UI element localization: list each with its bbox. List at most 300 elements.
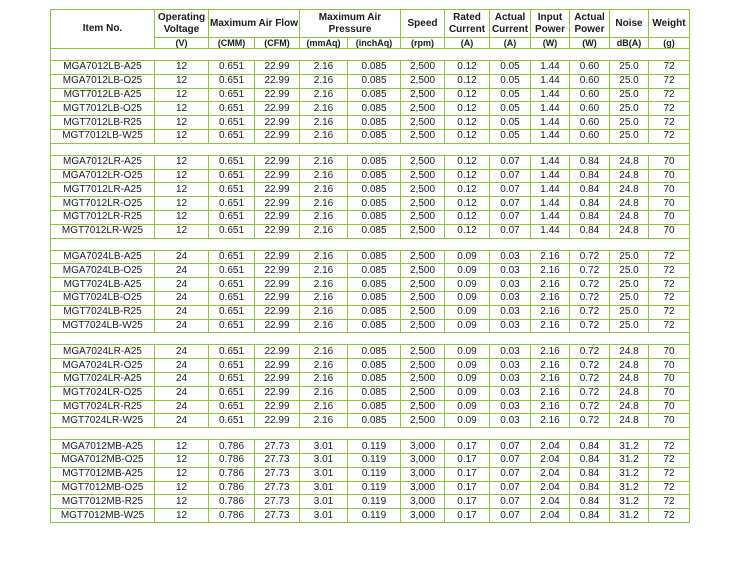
cell-actual-current: 0.05 <box>490 102 531 116</box>
separator-cell <box>209 143 255 155</box>
cell-air-flow-cfm: 27.73 <box>255 495 300 509</box>
cell-item-no: MGT7012LB-R25 <box>51 116 155 130</box>
header-max-air-pressure: Maximum Air Pressure <box>300 10 401 38</box>
separator-cell <box>155 333 209 345</box>
cell-pressure-mmaq: 3.01 <box>300 495 348 509</box>
cell-air-flow-cfm: 22.99 <box>255 250 300 264</box>
cell-speed: 2,500 <box>401 88 445 102</box>
separator-cell <box>490 238 531 250</box>
table-row <box>51 305 690 319</box>
table-row <box>51 414 690 428</box>
cell-air-flow-cmm: 0.651 <box>209 102 255 116</box>
cell-air-flow-cmm: 0.651 <box>209 88 255 102</box>
table-row <box>51 319 690 333</box>
group-separator <box>51 143 690 155</box>
cell-rated-current: 0.17 <box>445 440 490 454</box>
cell-pressure-inchaq: 0.085 <box>348 116 401 130</box>
cell-weight: 72 <box>649 467 690 481</box>
separator-cell <box>51 49 155 61</box>
cell-rated-current: 0.09 <box>445 305 490 319</box>
cell-item-no: MGT7024LB-A25 <box>51 278 155 292</box>
cell-rated-current: 0.09 <box>445 291 490 305</box>
table-row <box>51 61 690 75</box>
cell-rated-current: 0.09 <box>445 414 490 428</box>
cell-air-flow-cfm: 27.73 <box>255 509 300 523</box>
cell-actual-power: 0.72 <box>570 345 610 359</box>
header-actual-current: Actual Current <box>490 10 531 38</box>
cell-pressure-mmaq: 3.01 <box>300 481 348 495</box>
separator-cell <box>610 49 649 61</box>
separator-cell <box>209 333 255 345</box>
cell-speed: 3,000 <box>401 495 445 509</box>
cell-noise: 24.8 <box>610 155 649 169</box>
cell-actual-power: 0.72 <box>570 386 610 400</box>
cell-actual-current: 0.07 <box>490 440 531 454</box>
cell-actual-current: 0.05 <box>490 74 531 88</box>
cell-pressure-inchaq: 0.085 <box>348 129 401 143</box>
cell-pressure-mmaq: 2.16 <box>300 278 348 292</box>
cell-voltage: 12 <box>155 169 209 183</box>
separator-cell <box>649 49 690 61</box>
cell-actual-current: 0.03 <box>490 305 531 319</box>
cell-speed: 2,500 <box>401 345 445 359</box>
cell-noise: 25.0 <box>610 61 649 75</box>
cell-input-power: 2.16 <box>531 291 570 305</box>
cell-air-flow-cmm: 0.651 <box>209 345 255 359</box>
cell-rated-current: 0.12 <box>445 210 490 224</box>
table-row <box>51 481 690 495</box>
cell-speed: 2,500 <box>401 305 445 319</box>
cell-weight: 70 <box>649 372 690 386</box>
cell-rated-current: 0.09 <box>445 372 490 386</box>
cell-item-no: MGA7012LB-A25 <box>51 61 155 75</box>
separator-cell <box>255 333 300 345</box>
cell-actual-power: 0.84 <box>570 197 610 211</box>
cell-noise: 25.0 <box>610 88 649 102</box>
cell-rated-current: 0.17 <box>445 509 490 523</box>
unit-inchaq: (inchAq) <box>348 38 401 49</box>
table-row <box>51 359 690 373</box>
separator-cell <box>531 333 570 345</box>
cell-item-no: MGT7024LB-W25 <box>51 319 155 333</box>
cell-item-no: MGA7012LB-O25 <box>51 74 155 88</box>
cell-input-power: 1.44 <box>531 197 570 211</box>
cell-item-no: MGA7024LR-O25 <box>51 359 155 373</box>
cell-actual-current: 0.07 <box>490 169 531 183</box>
header-noise: Noise <box>610 10 649 38</box>
cell-rated-current: 0.12 <box>445 102 490 116</box>
cell-pressure-mmaq: 2.16 <box>300 264 348 278</box>
cell-air-flow-cmm: 0.786 <box>209 481 255 495</box>
cell-noise: 31.2 <box>610 440 649 454</box>
cell-input-power: 2.04 <box>531 495 570 509</box>
cell-voltage: 12 <box>155 453 209 467</box>
cell-actual-power: 0.84 <box>570 440 610 454</box>
cell-item-no: MGT7024LR-O25 <box>51 386 155 400</box>
cell-speed: 2,500 <box>401 278 445 292</box>
cell-actual-current: 0.07 <box>490 481 531 495</box>
table-row <box>51 400 690 414</box>
cell-weight: 70 <box>649 224 690 238</box>
cell-item-no: MGT7012LB-O25 <box>51 102 155 116</box>
separator-cell <box>610 143 649 155</box>
table-row <box>51 453 690 467</box>
cell-speed: 2,500 <box>401 264 445 278</box>
cell-item-no: MGT7012LR-R25 <box>51 210 155 224</box>
separator-cell <box>490 428 531 440</box>
separator-cell <box>209 238 255 250</box>
separator-cell <box>531 238 570 250</box>
cell-air-flow-cmm: 0.651 <box>209 400 255 414</box>
separator-cell <box>300 49 348 61</box>
cell-actual-current: 0.07 <box>490 210 531 224</box>
cell-air-flow-cfm: 22.99 <box>255 102 300 116</box>
separator-cell <box>348 143 401 155</box>
cell-actual-power: 0.72 <box>570 359 610 373</box>
spec-table <box>50 9 690 523</box>
cell-pressure-mmaq: 2.16 <box>300 74 348 88</box>
cell-pressure-inchaq: 0.085 <box>348 169 401 183</box>
cell-actual-power: 0.60 <box>570 88 610 102</box>
cell-rated-current: 0.09 <box>445 264 490 278</box>
cell-weight: 72 <box>649 440 690 454</box>
table-row <box>51 467 690 481</box>
separator-cell <box>401 143 445 155</box>
cell-air-flow-cmm: 0.651 <box>209 61 255 75</box>
cell-input-power: 2.16 <box>531 386 570 400</box>
separator-cell <box>348 238 401 250</box>
cell-actual-power: 0.84 <box>570 169 610 183</box>
cell-pressure-inchaq: 0.085 <box>348 291 401 305</box>
separator-cell <box>51 143 155 155</box>
cell-weight: 72 <box>649 453 690 467</box>
cell-actual-current: 0.03 <box>490 359 531 373</box>
cell-weight: 70 <box>649 155 690 169</box>
cell-actual-current: 0.05 <box>490 129 531 143</box>
separator-cell <box>445 49 490 61</box>
separator-cell <box>348 428 401 440</box>
separator-cell <box>255 143 300 155</box>
cell-air-flow-cfm: 22.99 <box>255 414 300 428</box>
cell-actual-power: 0.60 <box>570 74 610 88</box>
cell-speed: 2,500 <box>401 116 445 130</box>
cell-pressure-mmaq: 2.16 <box>300 183 348 197</box>
cell-noise: 25.0 <box>610 291 649 305</box>
cell-rated-current: 0.12 <box>445 169 490 183</box>
cell-weight: 72 <box>649 88 690 102</box>
cell-pressure-mmaq: 3.01 <box>300 453 348 467</box>
cell-pressure-mmaq: 2.16 <box>300 414 348 428</box>
separator-cell <box>610 238 649 250</box>
cell-rated-current: 0.12 <box>445 183 490 197</box>
cell-rated-current: 0.09 <box>445 278 490 292</box>
cell-voltage: 24 <box>155 372 209 386</box>
cell-rated-current: 0.12 <box>445 224 490 238</box>
cell-weight: 72 <box>649 481 690 495</box>
header-actual-power: Actual Power <box>570 10 610 38</box>
cell-noise: 24.8 <box>610 359 649 373</box>
separator-cell <box>649 238 690 250</box>
cell-actual-current: 0.05 <box>490 116 531 130</box>
cell-rated-current: 0.17 <box>445 453 490 467</box>
cell-speed: 2,500 <box>401 74 445 88</box>
cell-voltage: 24 <box>155 250 209 264</box>
cell-pressure-inchaq: 0.085 <box>348 319 401 333</box>
cell-actual-power: 0.72 <box>570 250 610 264</box>
cell-actual-current: 0.03 <box>490 400 531 414</box>
cell-actual-power: 0.84 <box>570 467 610 481</box>
table-row <box>51 116 690 130</box>
cell-speed: 2,500 <box>401 291 445 305</box>
cell-pressure-inchaq: 0.119 <box>348 495 401 509</box>
cell-noise: 24.8 <box>610 345 649 359</box>
cell-pressure-inchaq: 0.085 <box>348 372 401 386</box>
cell-pressure-mmaq: 3.01 <box>300 509 348 523</box>
cell-input-power: 2.16 <box>531 345 570 359</box>
separator-cell <box>300 428 348 440</box>
cell-item-no: MGT7012MB-A25 <box>51 467 155 481</box>
table-row <box>51 345 690 359</box>
cell-air-flow-cfm: 27.73 <box>255 467 300 481</box>
cell-weight: 70 <box>649 169 690 183</box>
cell-pressure-mmaq: 2.16 <box>300 305 348 319</box>
cell-voltage: 24 <box>155 414 209 428</box>
cell-pressure-inchaq: 0.085 <box>348 224 401 238</box>
cell-noise: 25.0 <box>610 305 649 319</box>
cell-input-power: 2.16 <box>531 372 570 386</box>
cell-air-flow-cmm: 0.651 <box>209 305 255 319</box>
cell-voltage: 12 <box>155 224 209 238</box>
unit-voltage: (V) <box>155 38 209 49</box>
cell-air-flow-cfm: 22.99 <box>255 278 300 292</box>
cell-actual-power: 0.84 <box>570 210 610 224</box>
cell-noise: 24.8 <box>610 169 649 183</box>
cell-actual-current: 0.07 <box>490 453 531 467</box>
group-separator <box>51 49 690 61</box>
cell-air-flow-cmm: 0.651 <box>209 129 255 143</box>
cell-pressure-inchaq: 0.085 <box>348 197 401 211</box>
cell-actual-current: 0.07 <box>490 224 531 238</box>
unit-input-power: (W) <box>531 38 570 49</box>
cell-weight: 70 <box>649 197 690 211</box>
cell-pressure-inchaq: 0.085 <box>348 264 401 278</box>
cell-actual-power: 0.72 <box>570 305 610 319</box>
cell-actual-current: 0.07 <box>490 155 531 169</box>
group-separator <box>51 428 690 440</box>
cell-rated-current: 0.12 <box>445 74 490 88</box>
cell-actual-current: 0.05 <box>490 61 531 75</box>
cell-pressure-mmaq: 2.16 <box>300 359 348 373</box>
cell-air-flow-cmm: 0.786 <box>209 453 255 467</box>
cell-air-flow-cmm: 0.651 <box>209 197 255 211</box>
cell-noise: 25.0 <box>610 116 649 130</box>
cell-weight: 72 <box>649 129 690 143</box>
separator-cell <box>531 428 570 440</box>
cell-rated-current: 0.12 <box>445 61 490 75</box>
cell-item-no: MGT7024LB-R25 <box>51 305 155 319</box>
cell-air-flow-cfm: 22.99 <box>255 61 300 75</box>
cell-air-flow-cfm: 22.99 <box>255 359 300 373</box>
cell-air-flow-cmm: 0.651 <box>209 74 255 88</box>
cell-speed: 3,000 <box>401 509 445 523</box>
cell-input-power: 1.44 <box>531 88 570 102</box>
cell-noise: 25.0 <box>610 129 649 143</box>
separator-cell <box>401 333 445 345</box>
cell-speed: 3,000 <box>401 481 445 495</box>
cell-air-flow-cfm: 22.99 <box>255 291 300 305</box>
cell-item-no: MGA7012MB-A25 <box>51 440 155 454</box>
cell-input-power: 2.16 <box>531 278 570 292</box>
separator-cell <box>649 143 690 155</box>
cell-pressure-inchaq: 0.085 <box>348 305 401 319</box>
cell-air-flow-cfm: 22.99 <box>255 305 300 319</box>
cell-item-no: MGT7012LR-A25 <box>51 183 155 197</box>
cell-noise: 24.8 <box>610 372 649 386</box>
cell-air-flow-cfm: 22.99 <box>255 386 300 400</box>
header-input-power: Input Power <box>531 10 570 38</box>
cell-voltage: 12 <box>155 440 209 454</box>
cell-input-power: 1.44 <box>531 61 570 75</box>
cell-rated-current: 0.17 <box>445 481 490 495</box>
cell-speed: 3,000 <box>401 467 445 481</box>
cell-input-power: 1.44 <box>531 129 570 143</box>
separator-cell <box>209 49 255 61</box>
cell-input-power: 1.44 <box>531 224 570 238</box>
cell-air-flow-cmm: 0.786 <box>209 440 255 454</box>
cell-weight: 72 <box>649 509 690 523</box>
cell-air-flow-cmm: 0.651 <box>209 169 255 183</box>
table-row <box>51 372 690 386</box>
unit-noise: dB(A) <box>610 38 649 49</box>
cell-air-flow-cmm: 0.651 <box>209 372 255 386</box>
cell-speed: 2,500 <box>401 169 445 183</box>
cell-actual-power: 0.60 <box>570 61 610 75</box>
cell-noise: 24.8 <box>610 197 649 211</box>
cell-input-power: 2.04 <box>531 440 570 454</box>
cell-pressure-inchaq: 0.085 <box>348 359 401 373</box>
cell-actual-current: 0.03 <box>490 250 531 264</box>
table-row <box>51 278 690 292</box>
table-row <box>51 386 690 400</box>
cell-voltage: 12 <box>155 155 209 169</box>
cell-item-no: MGT7024LR-W25 <box>51 414 155 428</box>
cell-input-power: 2.16 <box>531 264 570 278</box>
separator-cell <box>348 49 401 61</box>
cell-air-flow-cfm: 22.99 <box>255 88 300 102</box>
cell-noise: 24.8 <box>610 224 649 238</box>
cell-item-no: MGT7012LR-O25 <box>51 197 155 211</box>
table-row <box>51 440 690 454</box>
cell-item-no: MGT7024LB-O25 <box>51 291 155 305</box>
cell-air-flow-cmm: 0.651 <box>209 414 255 428</box>
cell-actual-current: 0.07 <box>490 467 531 481</box>
cell-actual-power: 0.84 <box>570 509 610 523</box>
cell-actual-power: 0.84 <box>570 453 610 467</box>
cell-input-power: 1.44 <box>531 102 570 116</box>
separator-cell <box>570 428 610 440</box>
cell-noise: 31.2 <box>610 453 649 467</box>
cell-actual-current: 0.03 <box>490 386 531 400</box>
cell-item-no: MGA7012LR-O25 <box>51 169 155 183</box>
cell-air-flow-cfm: 22.99 <box>255 372 300 386</box>
cell-air-flow-cfm: 27.73 <box>255 481 300 495</box>
separator-cell <box>51 428 155 440</box>
table-row <box>51 197 690 211</box>
header-operating-voltage: Operating Voltage <box>155 10 209 38</box>
cell-pressure-inchaq: 0.119 <box>348 440 401 454</box>
cell-actual-current: 0.07 <box>490 509 531 523</box>
cell-input-power: 1.44 <box>531 116 570 130</box>
cell-actual-power: 0.60 <box>570 116 610 130</box>
cell-air-flow-cmm: 0.786 <box>209 467 255 481</box>
cell-actual-current: 0.03 <box>490 278 531 292</box>
cell-weight: 70 <box>649 414 690 428</box>
cell-speed: 3,000 <box>401 440 445 454</box>
cell-rated-current: 0.17 <box>445 467 490 481</box>
cell-actual-power: 0.84 <box>570 481 610 495</box>
cell-speed: 2,500 <box>401 359 445 373</box>
cell-pressure-inchaq: 0.085 <box>348 155 401 169</box>
cell-input-power: 2.16 <box>531 414 570 428</box>
cell-rated-current: 0.12 <box>445 197 490 211</box>
cell-noise: 25.0 <box>610 250 649 264</box>
cell-actual-power: 0.60 <box>570 102 610 116</box>
cell-weight: 70 <box>649 345 690 359</box>
cell-weight: 72 <box>649 291 690 305</box>
cell-noise: 24.8 <box>610 210 649 224</box>
cell-item-no: MGT7012LR-W25 <box>51 224 155 238</box>
separator-cell <box>209 428 255 440</box>
cell-air-flow-cfm: 22.99 <box>255 129 300 143</box>
cell-actual-power: 0.72 <box>570 264 610 278</box>
cell-pressure-mmaq: 2.16 <box>300 169 348 183</box>
cell-air-flow-cmm: 0.651 <box>209 155 255 169</box>
cell-air-flow-cmm: 0.651 <box>209 291 255 305</box>
cell-rated-current: 0.12 <box>445 155 490 169</box>
cell-voltage: 24 <box>155 400 209 414</box>
separator-cell <box>401 49 445 61</box>
cell-pressure-inchaq: 0.085 <box>348 210 401 224</box>
cell-item-no: MGT7024LR-R25 <box>51 400 155 414</box>
cell-actual-current: 0.07 <box>490 495 531 509</box>
cell-weight: 72 <box>649 264 690 278</box>
cell-item-no: MGT7012MB-R25 <box>51 495 155 509</box>
separator-cell <box>155 428 209 440</box>
table-row <box>51 291 690 305</box>
table-row <box>51 210 690 224</box>
cell-actual-power: 0.84 <box>570 495 610 509</box>
cell-air-flow-cmm: 0.651 <box>209 264 255 278</box>
cell-speed: 3,000 <box>401 453 445 467</box>
cell-actual-power: 0.72 <box>570 291 610 305</box>
table-row <box>51 102 690 116</box>
separator-cell <box>490 333 531 345</box>
separator-cell <box>401 238 445 250</box>
table-body <box>51 49 690 523</box>
cell-voltage: 12 <box>155 495 209 509</box>
table-row <box>51 169 690 183</box>
cell-pressure-mmaq: 3.01 <box>300 440 348 454</box>
cell-weight: 72 <box>649 250 690 264</box>
separator-cell <box>445 333 490 345</box>
cell-actual-current: 0.03 <box>490 372 531 386</box>
cell-pressure-mmaq: 2.16 <box>300 400 348 414</box>
cell-pressure-inchaq: 0.085 <box>348 183 401 197</box>
cell-pressure-inchaq: 0.085 <box>348 386 401 400</box>
cell-input-power: 2.04 <box>531 467 570 481</box>
cell-actual-current: 0.03 <box>490 264 531 278</box>
cell-actual-power: 0.60 <box>570 129 610 143</box>
